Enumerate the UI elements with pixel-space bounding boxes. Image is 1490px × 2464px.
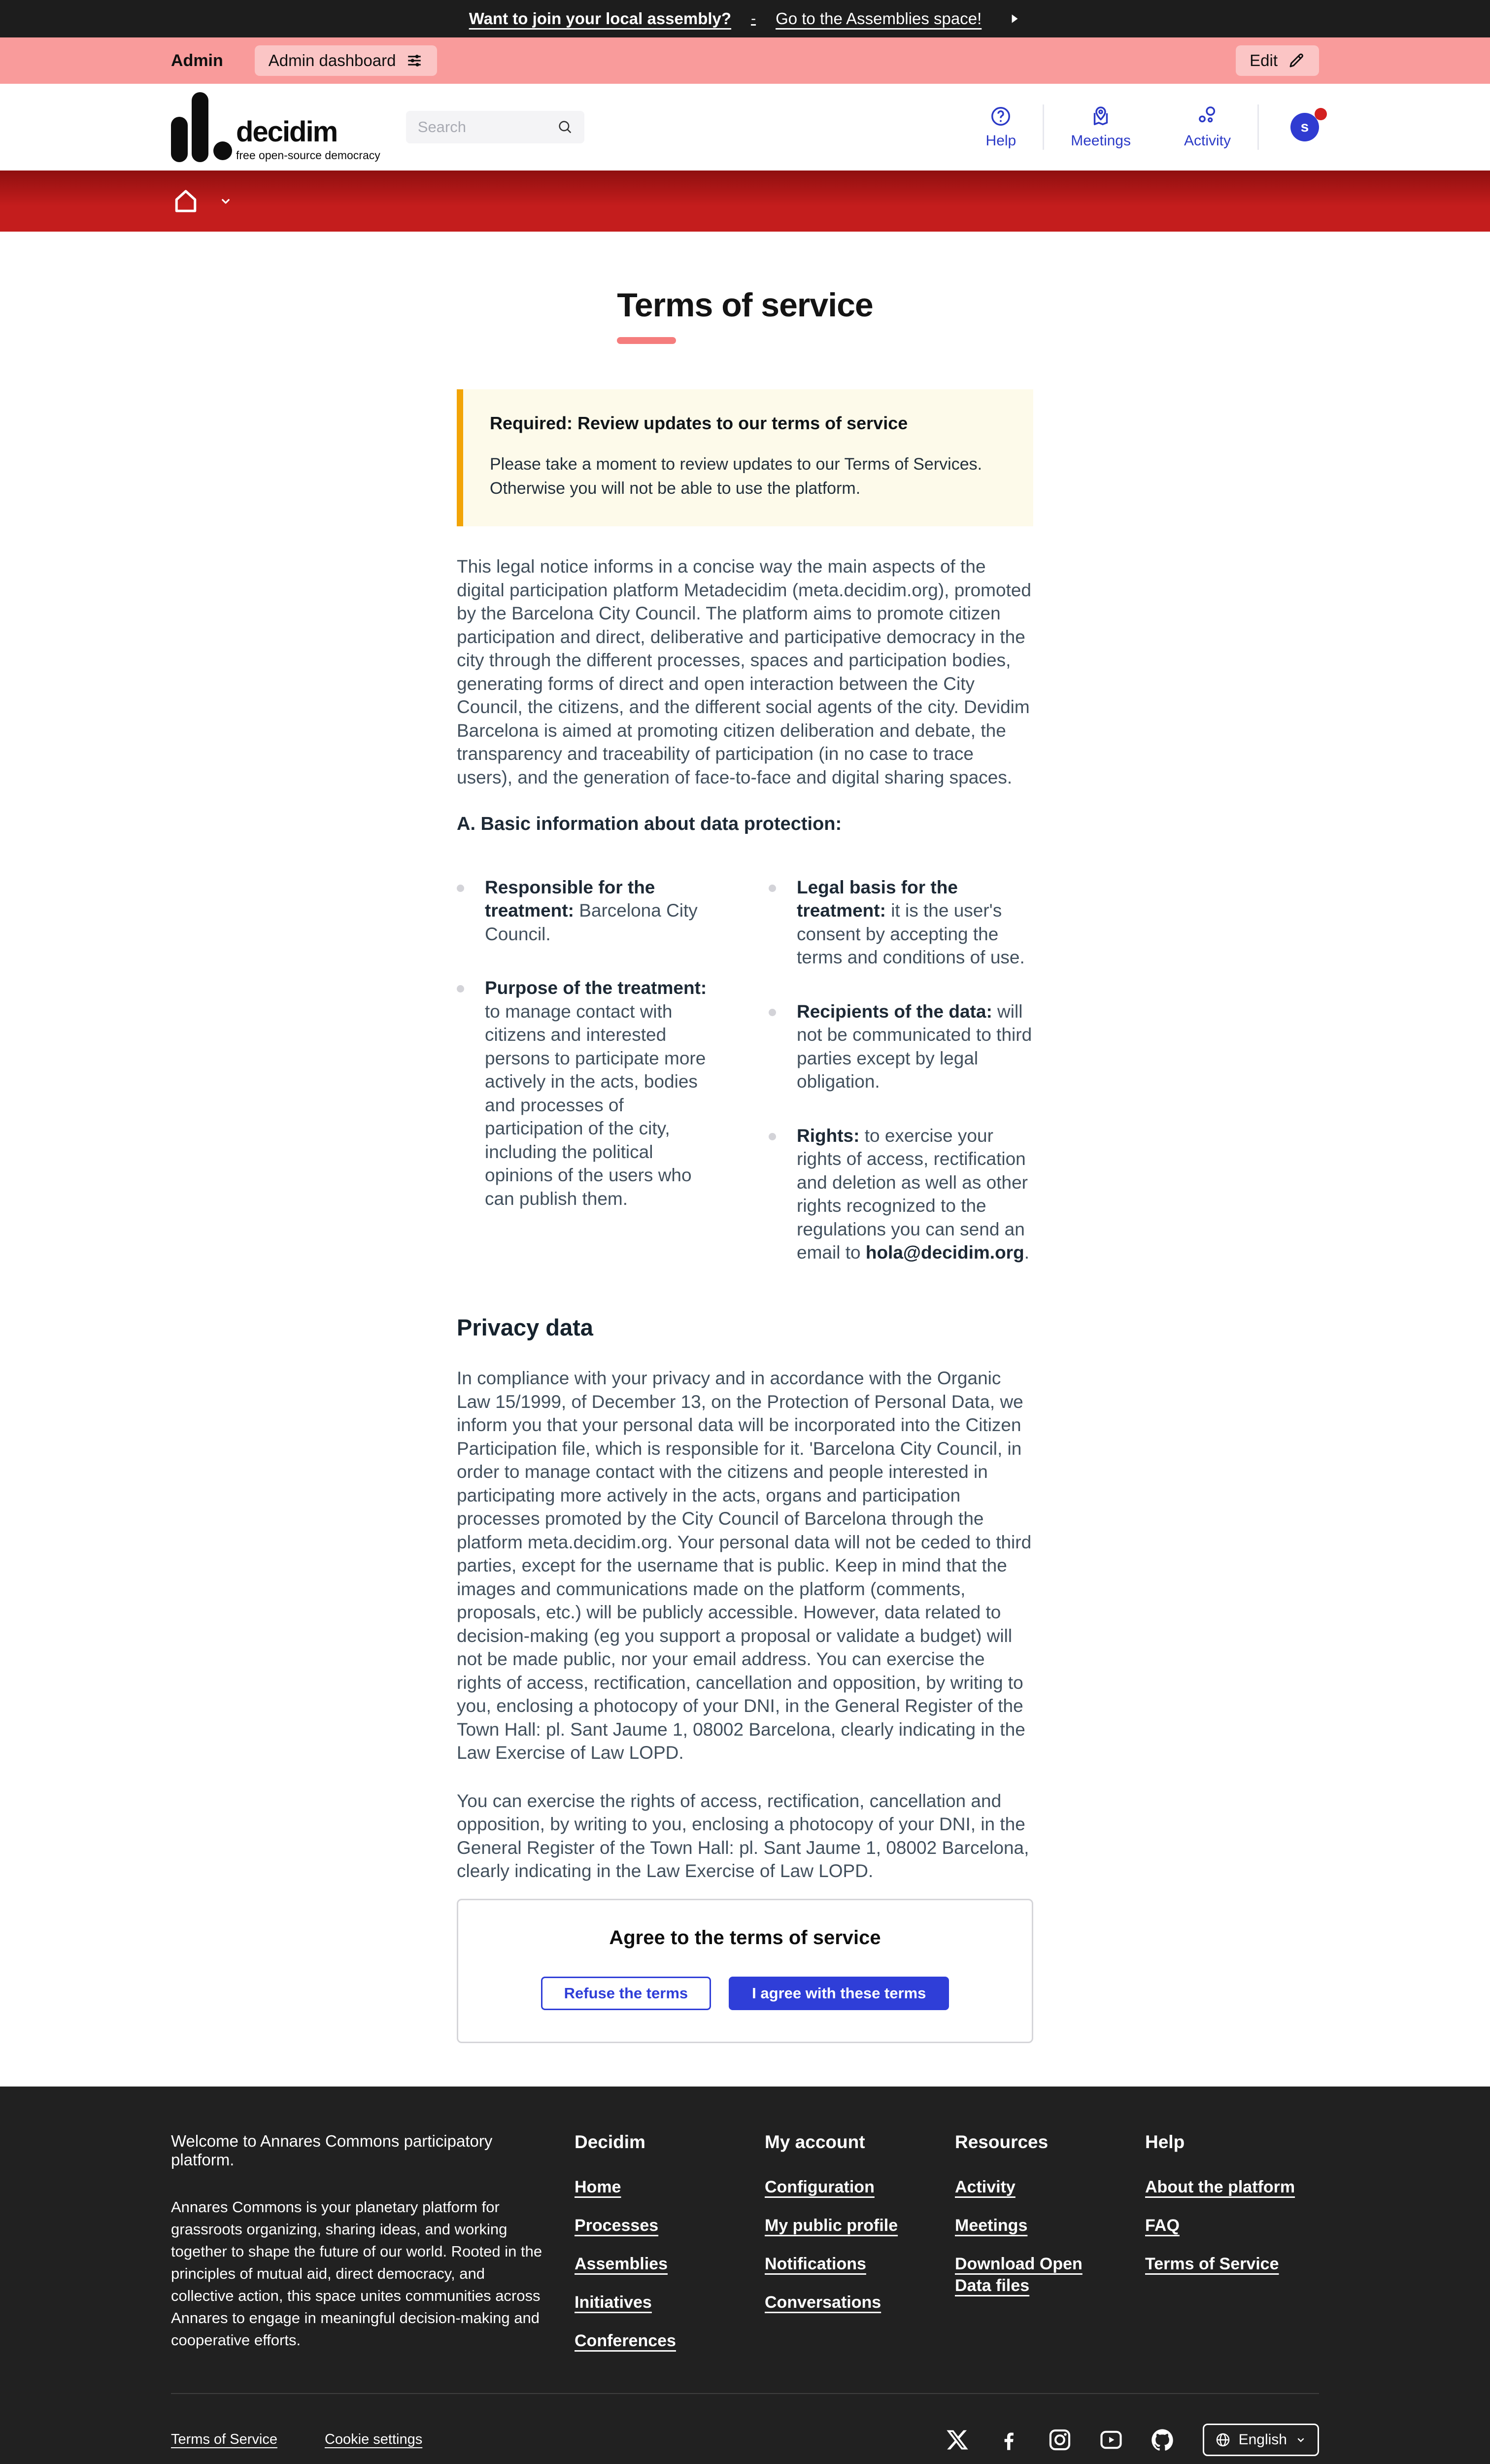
footer-welcome: Welcome to Annares Commons participatory platform. [171,2132,547,2169]
footer-link-home[interactable]: Home [575,2176,737,2198]
search-icon[interactable] [557,119,574,136]
footer-link-conferences[interactable]: Conferences [575,2330,737,2352]
footer-link-open-data[interactable]: Download Open Data files [955,2253,1118,2296]
footer-link-conversations[interactable]: Conversations [765,2292,927,2313]
privacy-paragraph-1: In compliance with your privacy and in accordance with the Organic Law 15/1999, of December 13, on the Protection of Personal Data, we inform you that your personal data will be incorporated into the Citizen Participation file, which is responsible for it. 'Barcelona City Council, in order to manage contact with the citizens and people interested in participating more actively in the acts, organs and participation processes promoted by the City Council of Barcelona through the platform meta.decidim.org. Your personal data will not be ceded to third parties, except for the username that is public. Keep in mind that the images and communications made on the platform (comments, proposals, etc.) will be publicly accessible. However, data related to decision-making (eg you support a proposal or validate a budget) will not be made public, nor your email address. You can exercise the rights of access, rectification, cancellation and opposition, by writing to you, enclosing a photocopy of your DNI, in the General Register of the Town Hall: pl. Sant Jaume 1, 08002 Barcelona, clearly indicating in the Law Exercise of Law LOPD. [457,1367,1033,1765]
bullet-column-right [769,876,1033,1295]
bullet-text-tail: . [1024,1242,1029,1263]
bullet-lead: Responsible for the treatment: [485,877,655,921]
join-assembly-link[interactable]: Want to join your local assembly? [469,9,731,28]
meetings-nav-label: Meetings [1071,133,1131,149]
list-item [457,976,721,1210]
bullet-text: will not be communicated to third parties except by legal obligation. [797,1001,1032,1092]
help-nav-item[interactable] [959,105,1043,149]
header-divider [1257,104,1259,150]
cookie-settings-link[interactable]: Cookie settings [325,2431,422,2448]
youtube-icon[interactable] [1098,2427,1124,2453]
data-protection-bullets [457,876,1033,1295]
globe-icon [1215,2432,1231,2448]
footer-description: Annares Commons is your planetary platform for grassroots organizing, sharing ideas, and working together to shape the future of our world. Rooted in the principles of mutual aid, direct democracy, and collective action, this space unites communities across Annares to engage in meaningful decision-making and cooperative efforts. [171,2196,547,2351]
admin-dashboard-button[interactable] [255,45,438,76]
footer-column-heading: My account [765,2132,927,2153]
home-icon [171,186,201,216]
agree-terms-box [457,1899,1033,2043]
footer-column-decidim [575,2132,737,2368]
agree-terms-button[interactable]: I agree with these terms [729,1977,949,2010]
admin-label: Admin [171,51,223,70]
main-content [0,232,1490,2087]
footer-column-resources [955,2132,1118,2368]
help-icon [989,105,1012,128]
announcement-bar [0,0,1490,37]
list-item [769,1000,1033,1094]
activity-bubbles-icon [1196,105,1219,128]
footer-link-meetings[interactable]: Meetings [955,2215,1118,2236]
data-protection-heading: A. Basic information about data protection: [457,813,1033,836]
footer-bottom-row [171,2394,1319,2464]
agree-box-title: Agree to the terms of service [478,1927,1012,1949]
arrow-right-icon [1001,11,1021,26]
home-breadcrumb-link[interactable] [171,186,201,216]
help-nav-label: Help [986,133,1016,149]
contact-email: hola@decidim.org [866,1242,1024,1263]
footer-link-activity[interactable]: Activity [955,2176,1118,2198]
callout-body: Please take a moment to review updates to our Terms of Services. Otherwise you will not be able to use the platform. [490,452,1007,501]
footer-intro [171,2132,547,2368]
footer-link-terms[interactable]: Terms of Service [1145,2253,1308,2275]
footer-column-help [1145,2132,1308,2368]
search-box[interactable] [406,111,584,143]
footer-link-configuration[interactable]: Configuration [765,2176,927,2198]
sliders-icon [406,52,423,69]
assemblies-space-link[interactable]: Go to the Assemblies space! [776,9,982,28]
list-item [457,876,721,946]
bullet-lead: Legal basis for the treatment: [797,877,958,921]
footer [0,2087,1490,2464]
bullet-text: to manage contact with citizens and interested persons to participate more actively in the acts, bodies and processes of participation of the city, including the political opinions of the users who can publish them. [485,1001,706,1209]
footer-column-heading: Help [1145,2132,1308,2153]
legal-notice-paragraph: This legal notice informs in a concise way the main aspects of the digital participation platform Metadecidim (meta.decidim.org), promoted by the Barcelona City Council. The platform aims to promote citizen participation and direct, deliberative and participative democracy in the city through the different processes, spaces and participation bodies, generating forms of direct and open interaction between the City Council, the citizens, and the different social agents of the city. Devidim Barcelona is aimed at promoting citizen deliberation and debate, the transparency and traceability of participation (in no case to trace users), and the generation of face-to-face and digital sharing spaces. [457,555,1033,789]
footer-column-my-account [765,2132,927,2368]
refuse-terms-button[interactable]: Refuse the terms [541,1977,711,2010]
meetings-nav-item[interactable] [1044,105,1157,149]
announcement-separator: - [751,10,756,27]
list-item [769,1124,1033,1265]
edit-button-label: Edit [1250,51,1278,70]
instagram-icon[interactable] [1047,2427,1073,2453]
footer-link-initiatives[interactable]: Initiatives [575,2292,737,2313]
decidim-logo-dot [213,141,232,160]
bullet-lead: Purpose of the treatment: [485,978,707,998]
footer-link-about-platform[interactable]: About the platform [1145,2176,1308,2198]
decidim-logo-icon [171,92,208,162]
privacy-paragraph-2: You can exercise the rights of access, rectification, cancellation and opposition, by writing to you, enclosing a photocopy of your DNI, in the General Register of the Town Hall: pl. Sant Jaume 1, 08002 Barcelona, clearly indicating in the Law Exercise of Law LOPD. [457,1789,1033,1883]
bullet-icon [457,885,464,892]
bullet-text: Barcelona City Council. [485,900,698,944]
bullet-icon [457,985,464,992]
breadcrumb-bar [0,171,1490,232]
required-review-callout [457,389,1033,526]
activity-nav-label: Activity [1184,133,1231,149]
footer-column-heading: Resources [955,2132,1118,2153]
bullet-icon [769,1133,776,1140]
footer-link-my-public-profile[interactable]: My public profile [765,2215,927,2236]
bullet-column-left [457,876,721,1295]
language-label: English [1239,2431,1287,2448]
pencil-icon [1287,52,1305,69]
avatar[interactable]: s [1290,113,1319,141]
admin-dashboard-label: Admin dashboard [269,51,396,70]
footer-link-processes[interactable]: Processes [575,2215,737,2236]
site-header [0,84,1490,171]
footer-column-heading: Decidim [575,2132,737,2153]
bullet-text: to exercise your rights of access, rectification and deletion as well as other rights recognized to the regulations you can send an email to [797,1126,1028,1263]
edit-button[interactable] [1236,45,1319,76]
admin-bar [0,37,1490,84]
list-item [769,876,1033,969]
language-selector[interactable] [1203,2424,1319,2456]
github-icon[interactable] [1150,2427,1175,2453]
facebook-icon[interactable] [996,2427,1021,2453]
footer-link-assemblies[interactable]: Assemblies [575,2253,737,2275]
bullet-icon [769,1009,776,1016]
x-icon[interactable] [945,2427,970,2453]
bullet-text: it is the user's consent by accepting the terms and conditions of use. [797,900,1025,967]
search-input[interactable] [417,118,557,137]
notification-dot [1315,108,1327,120]
terms-of-service-link[interactable]: Terms of Service [171,2431,277,2448]
bullet-icon [769,885,776,892]
bullet-lead: Rights: [797,1126,859,1146]
footer-link-notifications[interactable]: Notifications [765,2253,927,2275]
user-menu[interactable] [1290,113,1319,141]
social-links [945,2427,1175,2453]
logo-tagline: free open-source democracy [236,149,380,162]
map-pin-icon [1089,105,1112,128]
header-nav [959,104,1319,150]
logo-text: decidim [236,119,380,145]
chevron-down-icon [1295,2434,1307,2446]
decidim-logo[interactable] [171,92,380,162]
callout-title: Required: Review updates to our terms of service [490,413,1007,434]
page-title: Terms of service [617,286,873,344]
footer-link-faq[interactable]: FAQ [1145,2215,1308,2236]
bullet-lead: Recipients of the data: [797,1001,992,1022]
chevron-down-icon[interactable] [218,194,233,208]
privacy-data-heading: Privacy data [457,1316,1033,1339]
activity-nav-item[interactable] [1157,105,1257,149]
